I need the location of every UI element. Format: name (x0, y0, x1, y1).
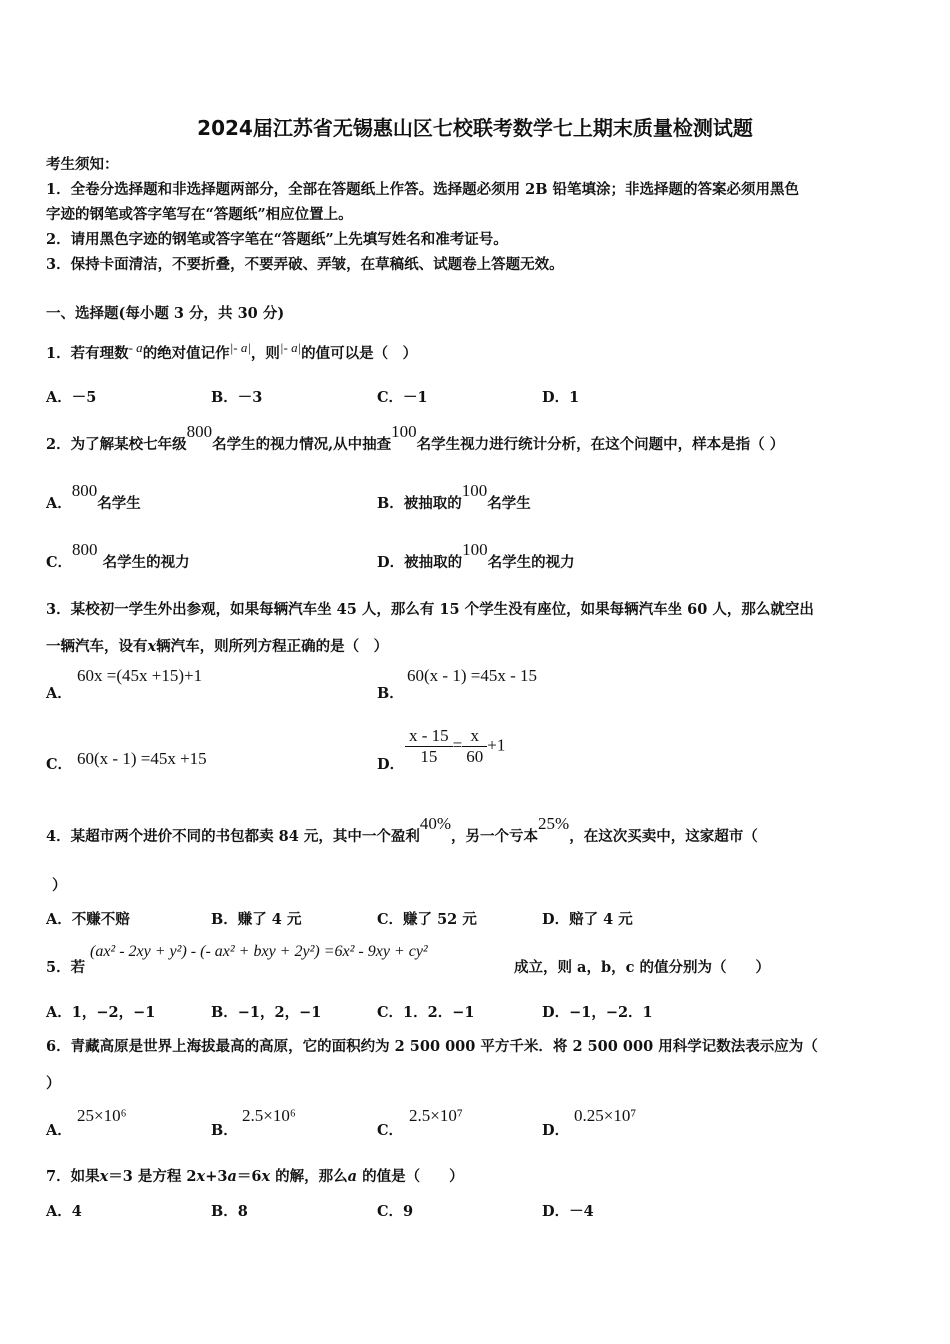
q6-option-b-label: B． (211, 1122, 238, 1139)
q7-option-d: D．－4 (542, 1203, 594, 1220)
q2-option-b-math: 100 (461, 481, 488, 500)
q2-option-a-text: 名学生 (97, 495, 141, 512)
q2-option-d-label: D．被抽取的 (377, 554, 463, 571)
q4-option-a: A．不赚不赔 (46, 911, 130, 928)
q2-option-b-text: 名学生 (487, 495, 531, 512)
q6-option-d-value: 0.25×10⁷ (574, 1106, 637, 1125)
q2-option-c-label: C． (46, 554, 73, 571)
q5-option-d: D．−1，−2．1 (542, 1004, 653, 1021)
q2-option-a-label: A． (46, 495, 72, 512)
q4-text-3: ，在这次买卖中，这家超市（ (569, 828, 758, 845)
q4-stem-end: ） (52, 877, 67, 894)
q3-option-b-math: 60(x - 1) =45x - 15 (407, 666, 537, 685)
q3-option-c-math: 60(x - 1) =45x +15 (77, 749, 207, 768)
q6-option-a-label: A． (46, 1122, 72, 1139)
q1-option-b: B．－3 (211, 389, 263, 406)
q7-option-b: B．8 (211, 1203, 248, 1220)
notice-line-1a: 1．全卷分选择题和非选择题两部分，全部在答题纸上作答。选择题必须用 2B 铅笔填涂；非选择题的答案必须用黑色 (46, 181, 800, 198)
q3-option-d-math (405, 726, 505, 767)
q2-option-b (377, 481, 531, 513)
q1-stem (46, 340, 417, 363)
q6-stem-line-1: 6．青藏高原是世界上海拔最高的高原，它的面积约为 2 500 000 平方千米．将 2 500 000 用科学记数法表示应为（ (46, 1038, 818, 1055)
q6-option-b-value: 2.5×10⁶ (242, 1106, 296, 1125)
q2-option-c-text: 名学生的视力 (102, 554, 190, 571)
q5-prefix: 5．若 (46, 959, 86, 976)
q2-math-100: 100 (391, 422, 417, 441)
q5-option-c: C．1．2．−1 (377, 1004, 475, 1021)
q3-option-d-label: D． (377, 756, 405, 773)
q4-text-2: ，另一个亏本 (451, 828, 539, 845)
q1-text-4: 的值可以是（ ） (301, 344, 418, 362)
q2-option-a-math: 800 (71, 481, 98, 500)
q7-var-a-1: a (227, 1168, 237, 1185)
q3-stem-text-b: 辆汽车，则所列方程正确的是（ ） (156, 638, 389, 655)
section-heading: 一、选择题(每小题 3 分，共 30 分) (46, 305, 285, 322)
q1-option-c: C．－1 (377, 389, 428, 406)
q3-option-b-label: B． (377, 685, 404, 702)
q4-option-c: C．赚了 52 元 (377, 911, 477, 928)
q3-stem-line-2 (46, 635, 388, 656)
q2-text-1: 2．为了解某校七年级 (46, 436, 187, 453)
q7-text-3: +3 (205, 1168, 228, 1185)
q7-text-5: 的解，那么 (270, 1168, 348, 1185)
q7-text-2: ＝3 是方程 2 (108, 1168, 197, 1185)
q4-stem (46, 814, 758, 846)
q4-text-1: 4．某超市两个进价不同的书包都卖 84 元，其中一个盈利 (46, 828, 420, 845)
q6-option-d-label: D． (542, 1122, 570, 1139)
notice-line-2: 2．请用黑色字迹的钢笔或答字笔在“答题纸”上先填写姓名和准考证号。 (46, 231, 508, 248)
q4-option-d: D．赔了 4 元 (542, 911, 633, 928)
q1-text-3: ，则 (250, 344, 280, 362)
q7-text-6: 的值是（ ） (357, 1168, 464, 1185)
q4-option-b: B．赚了 4 元 (211, 911, 302, 928)
q4-math-25pct: 25% (538, 814, 570, 833)
page-title: 2024届江苏省无锡惠山区七校联考数学七上期末质量检测试题 (197, 116, 753, 140)
q2-option-a (46, 481, 141, 513)
q7-var-x-2: x (196, 1168, 206, 1185)
q2-text-2: 名学生的视力情况,从中抽查 (212, 436, 392, 453)
q1-option-d: D．1 (542, 389, 580, 406)
notice-line-1b: 字迹的钢笔或答字笔写在“答题纸”相应位置上。 (46, 206, 353, 223)
q5-option-a: A．1，−2，−1 (46, 1004, 156, 1021)
q1-math-neg-a: - a (128, 340, 143, 355)
q2-math-800: 800 (186, 422, 213, 441)
q1-math-abs-1: |- a| (229, 340, 251, 355)
q3-option-a-math: 60x =(45x +15)+1 (77, 666, 203, 685)
q1-math-abs-2: |- a| (279, 340, 302, 355)
q6-option-c-label: C． (377, 1122, 404, 1139)
q3-d-den-2: 60 (466, 747, 484, 766)
notice-line-3: 3．保持卡面清洁，不要折叠，不要弄破、弄皱，在草稿纸、试题卷上答题无效。 (46, 256, 564, 273)
q3-d-equals: = (452, 735, 463, 755)
q3-d-tail: +1 (487, 735, 506, 755)
q1-text-1: 1．若有理数 (46, 344, 129, 362)
q5-math-equation: (ax² - 2xy + y²) - (- ax² + bxy + 2y²) =6x² - 9xy + cy² (90, 943, 428, 960)
q3-option-a-label: A． (46, 685, 72, 702)
q3-stem-text-a: 一辆汽车，设有 (46, 638, 148, 655)
q4-math-40pct: 40% (419, 814, 452, 833)
q2-option-d-math: 100 (462, 540, 488, 559)
q2-text-3: 名学生视力进行统计分析，在这个问题中，样本是指（ ） (416, 436, 785, 453)
q7-stem (46, 1165, 464, 1186)
q2-option-c-math: 800 (72, 540, 98, 559)
q3-d-fraction-1 (405, 726, 453, 767)
q3-d-num-1: x - 15 (405, 726, 453, 747)
q3-option-c-label: C． (46, 756, 73, 773)
q1-option-a: A．－5 (46, 389, 97, 406)
q6-option-a-value: 25×10⁶ (77, 1106, 127, 1125)
q5-option-b: B．−1，2，−1 (211, 1004, 322, 1021)
q6-stem-line-2: ） (46, 1075, 61, 1092)
q7-var-a-2: a (347, 1168, 358, 1185)
q2-option-d (377, 540, 575, 572)
q2-option-b-label: B．被抽取的 (377, 495, 462, 512)
notice-heading: 考生须知： (46, 156, 119, 173)
q7-option-a: A．4 (46, 1203, 82, 1220)
q3-d-num-2: x (462, 726, 487, 747)
q3-stem-var-x: x (147, 638, 157, 655)
q7-var-x-1: x (99, 1168, 109, 1185)
q6-option-c-value: 2.5×10⁷ (409, 1106, 463, 1125)
q3-stem-line-1: 3．某校初一学生外出参观，如果每辆汽车坐 45 人，那么有 15 个学生没有座位，如果每辆汽车坐 60 人，那么就空出 (46, 601, 814, 618)
q1-text-2: 的绝对值记作 (142, 344, 230, 362)
q2-option-d-text: 名学生的视力 (487, 554, 575, 571)
q3-d-fraction-2 (462, 726, 487, 767)
q5-suffix: 成立，则 a，b，c 的值分别为（ ） (514, 959, 770, 976)
q2-option-c (46, 540, 190, 572)
q7-text-1: 7．如果 (46, 1168, 100, 1185)
q7-text-4: ＝6 (236, 1168, 262, 1185)
q7-option-c: C．9 (377, 1203, 414, 1220)
q7-var-x-3: x (261, 1168, 271, 1185)
q2-stem (46, 422, 785, 454)
q3-d-den-1: 15 (420, 747, 438, 766)
